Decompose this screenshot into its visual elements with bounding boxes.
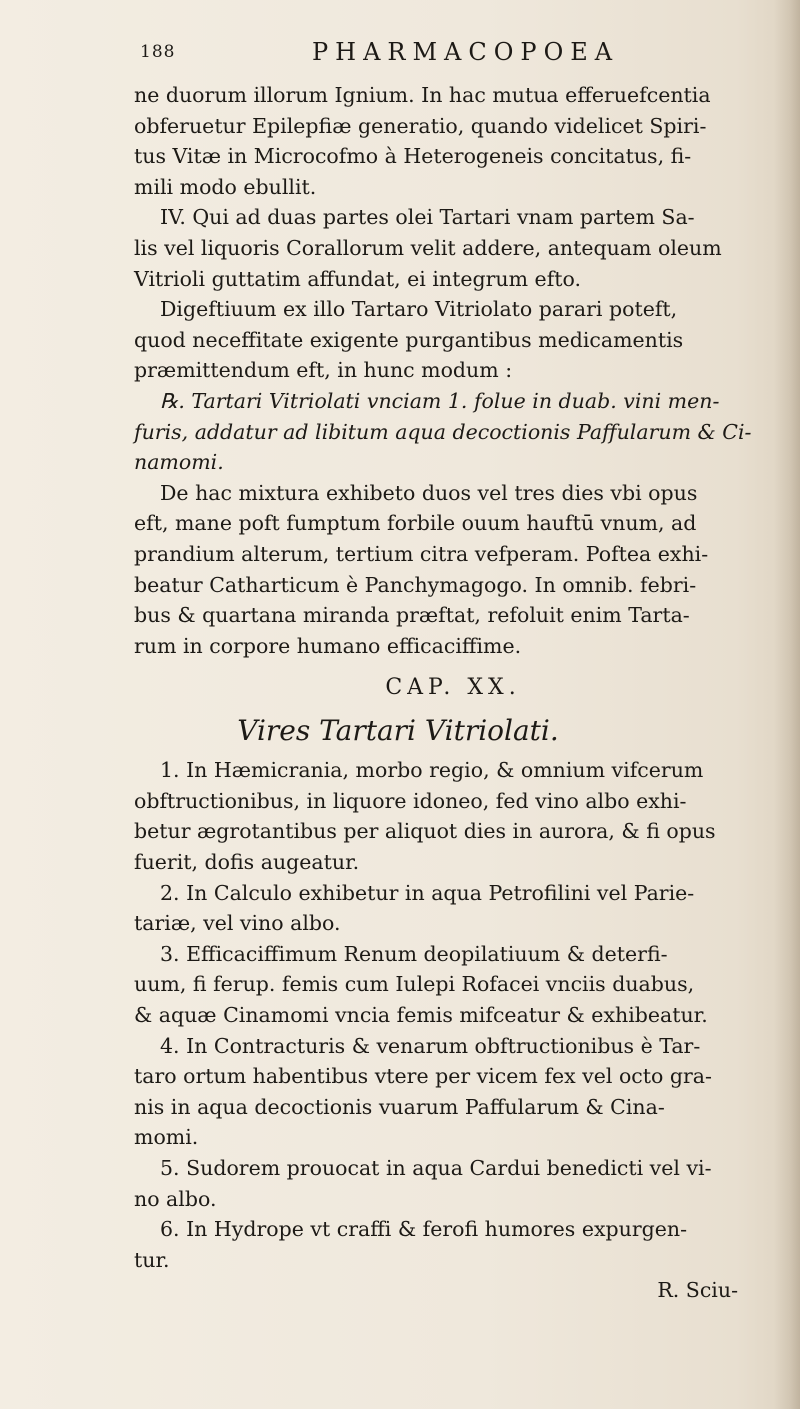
recipe [134, 386, 752, 478]
text-line: tur. [134, 1247, 170, 1272]
paragraph-epilepsy [134, 80, 752, 202]
text-line: 4. In Contracturis & venarum obftructionibus è Tar- [160, 1033, 701, 1058]
text-line: eft, mane poft fumptum forbile ouum hauftū vnum, ad [134, 511, 697, 536]
text-line: taro ortum habentibus vtere per vicem fex vel octo gra- [134, 1064, 712, 1089]
text-line: bus & quartana miranda præftat, refoluit enim Tarta- [134, 603, 690, 628]
text-block [134, 80, 752, 1306]
text-line: 1. In Hæmicrania, morbo regio, & omnium vifcerum [160, 758, 704, 783]
text-line: furis, addatur ad libitum aqua decoctionis Paffularum & Ci- [134, 419, 752, 444]
chapter-title: Vires Tartari Vitriolati. [237, 714, 559, 748]
text-line: prandium alterum, tertium citra vefperam. Poftea exhi- [134, 541, 709, 566]
text-line: Digeftiuum ex illo Tartaro Vitriolato parari poteft, [160, 297, 678, 322]
list-item-3 [134, 939, 752, 1031]
text-line: mili modo ebullit. [134, 174, 317, 199]
text-line: no albo. [134, 1186, 217, 1211]
paragraph-section-iv [134, 202, 752, 294]
page-edge-shadow [774, 0, 800, 1409]
text-line: rum in corpore humano efficaciffime. [134, 633, 522, 658]
text-line: obftructionibus, in liquore idoneo, fed vino albo exhi- [134, 788, 687, 813]
running-head [140, 38, 740, 72]
text-line: ℞. Tartari Vitriolati vnciam 1. folue in duab. vini men- [160, 388, 720, 413]
text-line: beatur Catharticum è Panchymagogo. In omnib. febri- [134, 572, 697, 597]
paragraph-digestive [134, 294, 752, 386]
text-line: De hac mixtura exhibeto duos vel tres dies vbi opus [160, 480, 698, 505]
text-line: uum, fi ferup. femis cum Iulepi Rofacei vnciis duabus, [134, 972, 695, 997]
text-line: namomi. [134, 450, 224, 475]
text-line: fuerit, dofis augeatur. [134, 850, 360, 875]
paragraph-dosage [134, 478, 752, 662]
list-item-4 [134, 1031, 752, 1153]
text-line: 3. Efficaciffimum Renum deopilatiuum & deterfi- [160, 941, 668, 966]
text-line: 5. Sudorem prouocat in aqua Cardui benedicti vel vi- [160, 1156, 712, 1180]
text-line: momi. [134, 1125, 199, 1150]
catchword: R. Sciu- [657, 1278, 738, 1303]
chapter-heading: CAP. XX. [385, 675, 521, 701]
list-item-5 [134, 1153, 752, 1214]
text-line: præmittendum eft, in hunc modum : [134, 358, 513, 383]
text-line: tus Vitæ in Microcofmo à Heterogeneis concitatus, fi- [134, 144, 692, 169]
text-line: IV. Qui ad duas partes olei Tartari vnam partem Sa- [160, 205, 695, 230]
text-line: Vitrioli guttatim affundat, ei integrum efto. [134, 266, 582, 291]
text-line: nis in aqua decoctionis vuarum Paffularum & Cina- [134, 1094, 665, 1119]
text-line: tariæ, vel vino albo. [134, 911, 341, 936]
text-line: lis vel liquoris Corallorum velit addere, antequam oleum [134, 235, 722, 260]
list-item-1 [134, 755, 752, 877]
page-number: 188 [140, 42, 176, 62]
spacer [134, 661, 752, 669]
running-title: PHARMACOPOEA [312, 38, 620, 66]
text-line: obferuetur Epilepfiæ generatio, quando videlicet Spiri- [134, 113, 707, 138]
list-item-6 [134, 1214, 752, 1275]
text-line: 2. In Calculo exhibetur in aqua Petrofilini vel Parie- [160, 880, 695, 905]
text-line: quod neceffitate exigente purgantibus medicamentis [134, 327, 684, 352]
text-line: betur ægrotantibus per aliquot dies in aurora, & fi opus [134, 819, 716, 844]
text-line: ne duorum illorum Ignium. In hac mutua efferuefcentia [134, 83, 711, 107]
text-line: & aquæ Cinamomi vncia femis mifceatur & exhibeatur. [134, 1003, 708, 1028]
text-line: 6. In Hydrope vt craffi & ferofi humores expurgen- [160, 1217, 688, 1242]
list-item-2 [134, 878, 752, 939]
